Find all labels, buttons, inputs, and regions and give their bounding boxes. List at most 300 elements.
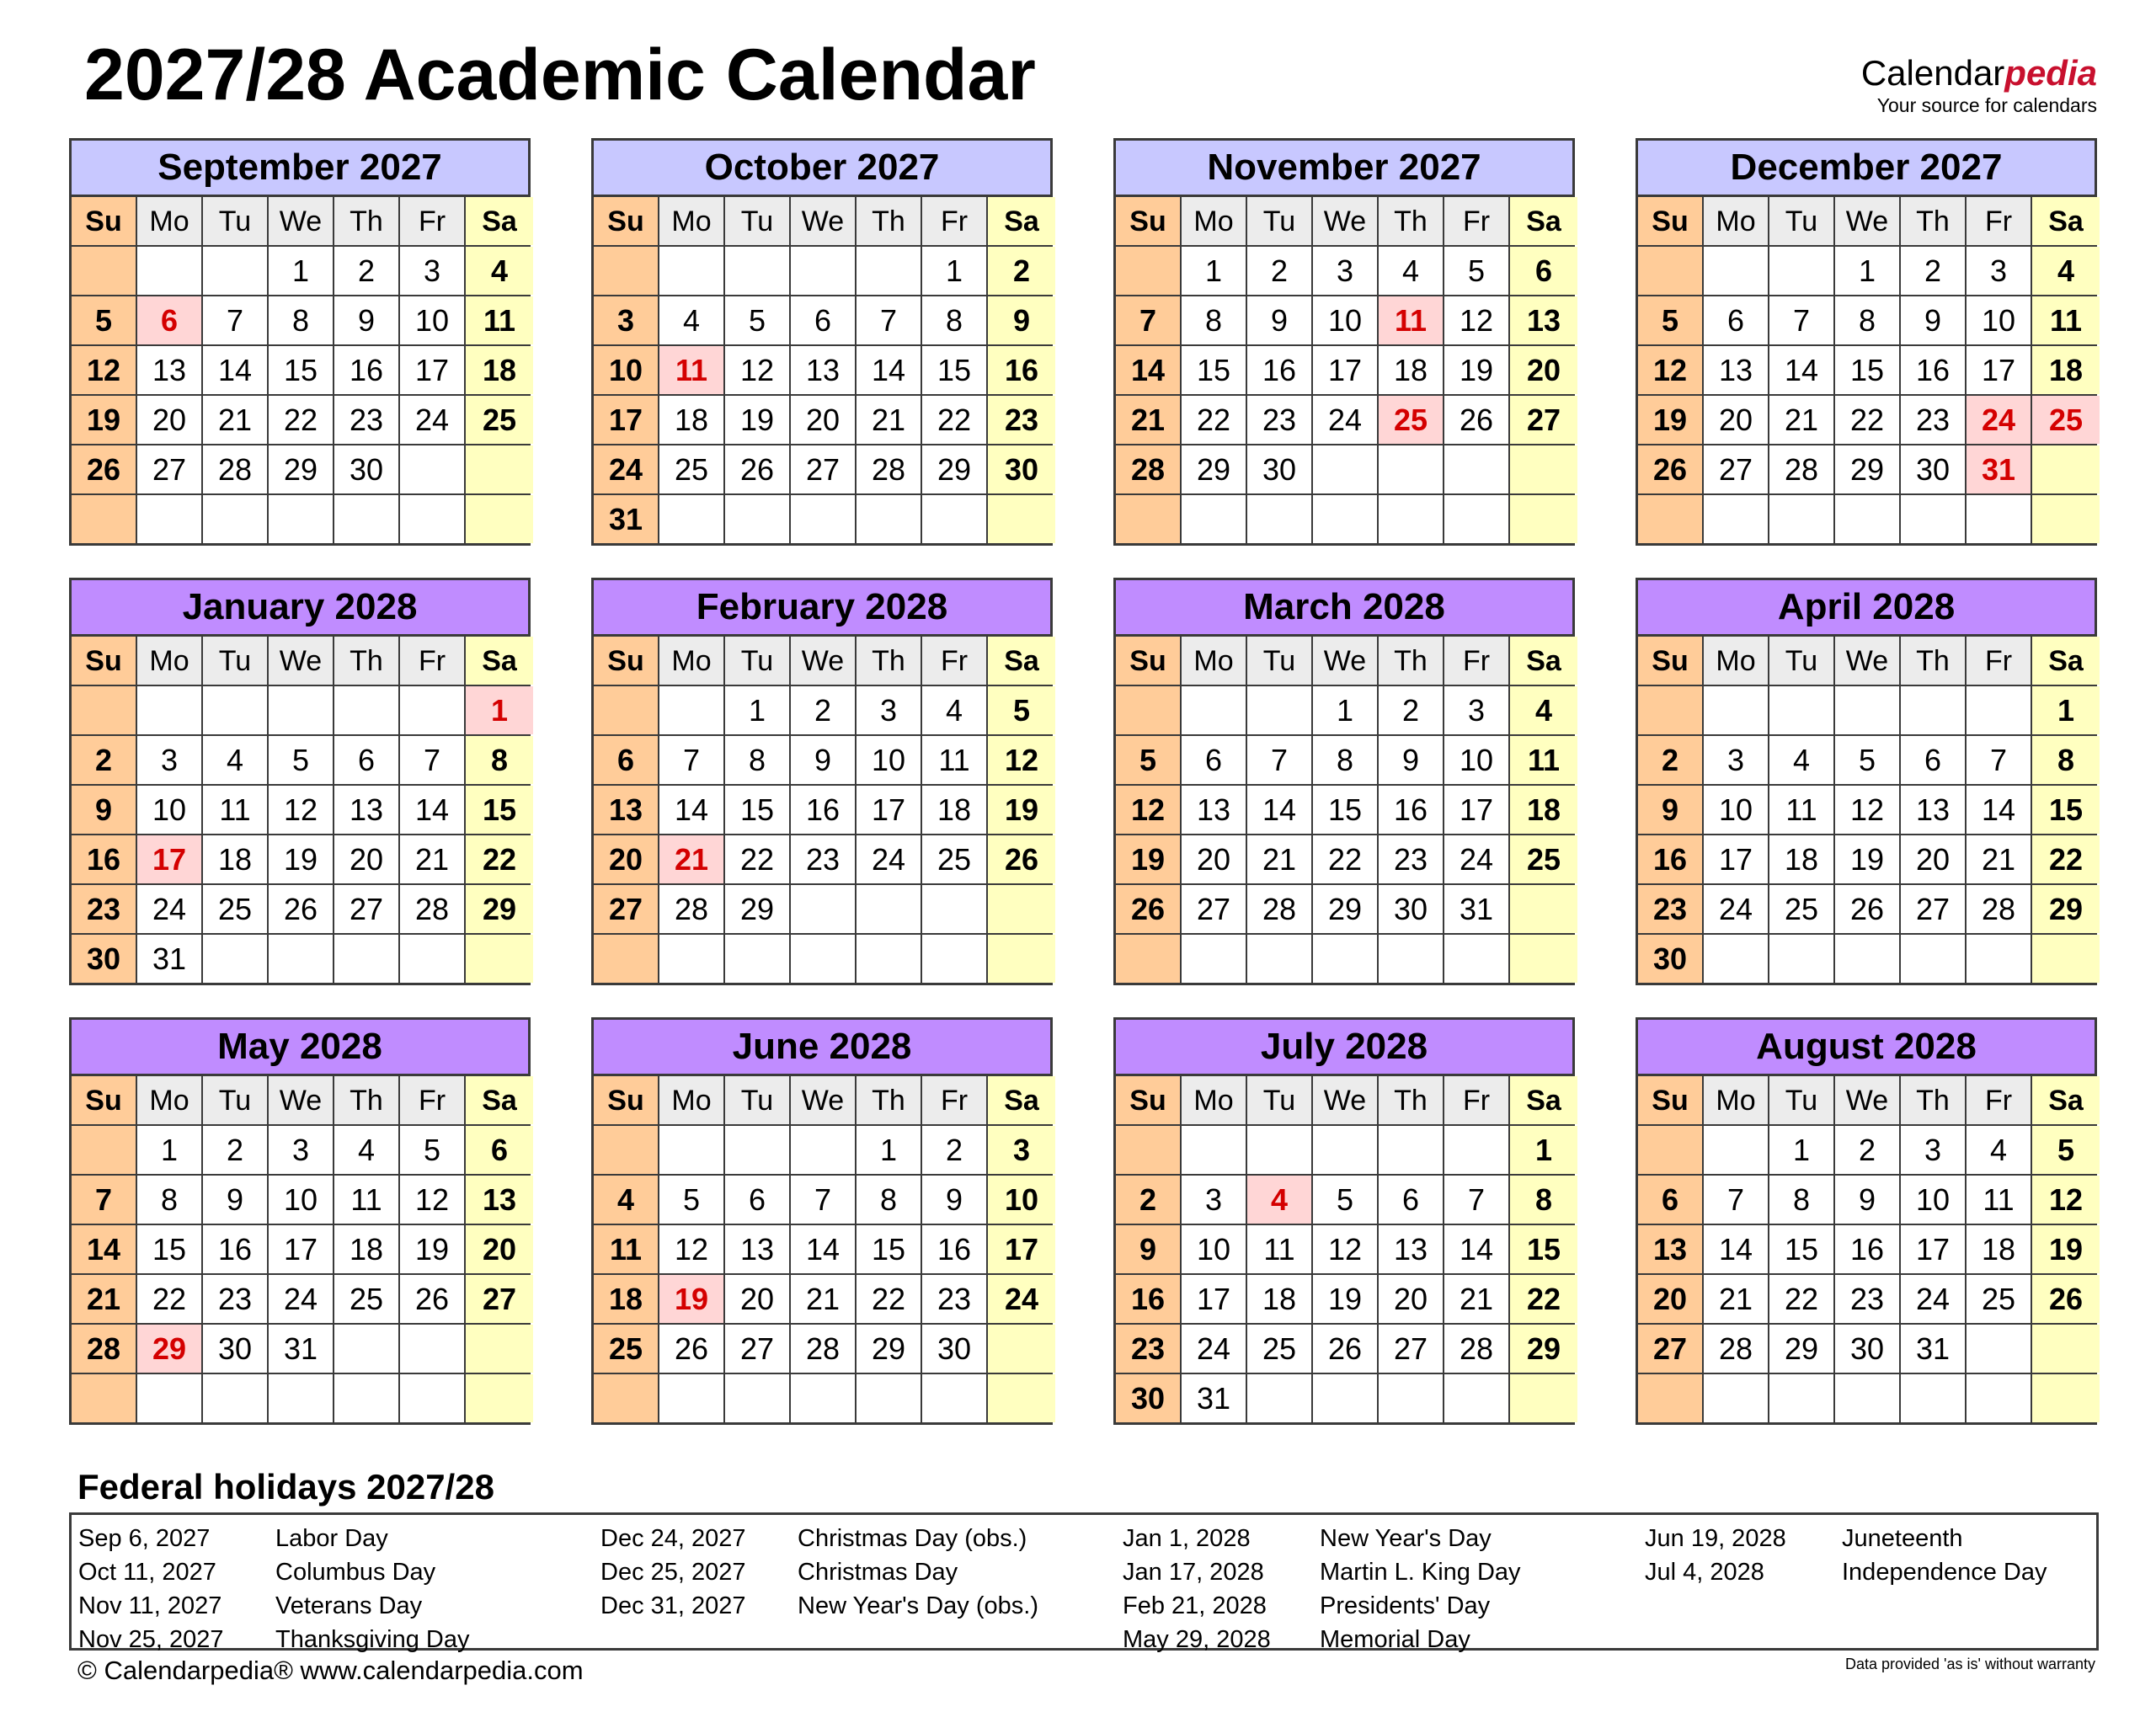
weekday-header-row bbox=[72, 637, 528, 686]
day-cell: 6 bbox=[1704, 296, 1769, 344]
day-cell: 14 bbox=[857, 346, 922, 394]
day-cell: 18 bbox=[594, 1275, 659, 1323]
day-cell: 22 bbox=[1182, 396, 1247, 444]
empty-day-cell bbox=[334, 935, 400, 983]
day-cell: 9 bbox=[1638, 786, 1704, 834]
day-cell: 13 bbox=[791, 346, 857, 394]
empty-day-cell bbox=[1379, 495, 1444, 543]
day-cell: 3 bbox=[1313, 247, 1379, 295]
weekday-label: Tu bbox=[1247, 1076, 1313, 1124]
day-cell: 19 bbox=[1835, 835, 1901, 883]
day-cell: 17 bbox=[269, 1225, 334, 1273]
day-cell: 13 bbox=[1182, 786, 1247, 834]
day-cell: 19 bbox=[725, 396, 791, 444]
day-cell: 21 bbox=[203, 396, 269, 444]
day-cell: 8 bbox=[1182, 296, 1247, 344]
day-cell: 5 bbox=[659, 1176, 725, 1224]
empty-day-cell bbox=[2032, 445, 2100, 493]
holiday-entry bbox=[1123, 1623, 1521, 1656]
week-row bbox=[1116, 736, 1572, 786]
day-cell: 19 bbox=[1638, 396, 1704, 444]
day-cell: 17 bbox=[400, 346, 466, 394]
month-calendar bbox=[1636, 578, 2097, 985]
day-cell: 19 bbox=[400, 1225, 466, 1273]
day-cell: 15 bbox=[857, 1225, 922, 1273]
holiday-name: New Year's Day (obs.) bbox=[798, 1592, 1038, 1619]
week-row bbox=[1116, 686, 1572, 736]
day-cell: 29 bbox=[857, 1325, 922, 1373]
empty-day-cell bbox=[2032, 495, 2100, 543]
empty-day-cell bbox=[725, 1374, 791, 1422]
day-cell: 24 bbox=[269, 1275, 334, 1323]
day-cell: 20 bbox=[1901, 835, 1967, 883]
month-calendar bbox=[591, 578, 1053, 985]
day-cell: 25 bbox=[1510, 835, 1577, 883]
day-cell: 10 bbox=[594, 346, 659, 394]
weekday-label: Tu bbox=[203, 1076, 269, 1124]
empty-day-cell bbox=[988, 1325, 1055, 1373]
weekday-label: Fr bbox=[400, 197, 466, 245]
day-cell: 2 bbox=[1379, 686, 1444, 734]
weekday-label: Th bbox=[857, 637, 922, 685]
day-cell: 14 bbox=[1444, 1225, 1510, 1273]
week-row bbox=[594, 296, 1050, 346]
day-cell: 21 bbox=[1769, 396, 1835, 444]
week-row bbox=[1638, 885, 2095, 935]
month-title: July 2028 bbox=[1116, 1020, 1572, 1076]
empty-day-cell bbox=[400, 1325, 466, 1373]
day-cell: 25 bbox=[466, 396, 533, 444]
week-row bbox=[1638, 396, 2095, 445]
month-title: April 2028 bbox=[1638, 580, 2095, 637]
day-cell: 18 bbox=[2032, 346, 2100, 394]
day-cell: 11 bbox=[1379, 296, 1444, 344]
holiday-column bbox=[78, 1522, 470, 1656]
empty-day-cell bbox=[1182, 935, 1247, 983]
week-row bbox=[594, 1126, 1050, 1176]
day-cell: 14 bbox=[1116, 346, 1182, 394]
weekday-header-row bbox=[1638, 637, 2095, 686]
day-cell: 14 bbox=[659, 786, 725, 834]
brand-logo[interactable] bbox=[1860, 53, 2097, 117]
day-cell: 8 bbox=[1769, 1176, 1835, 1224]
empty-day-cell bbox=[2032, 935, 2100, 983]
week-row bbox=[1116, 445, 1572, 495]
day-cell: 28 bbox=[203, 445, 269, 493]
weekday-label: We bbox=[791, 197, 857, 245]
empty-day-cell bbox=[791, 247, 857, 295]
empty-day-cell bbox=[1967, 1325, 2032, 1373]
day-cell: 24 bbox=[1444, 835, 1510, 883]
week-row bbox=[1638, 736, 2095, 786]
week-row bbox=[72, 885, 528, 935]
weekday-label: Su bbox=[1638, 637, 1704, 685]
day-cell: 26 bbox=[988, 835, 1055, 883]
day-cell: 19 bbox=[659, 1275, 725, 1323]
day-cell: 6 bbox=[594, 736, 659, 784]
weekday-label: Th bbox=[1901, 637, 1967, 685]
week-row bbox=[1116, 495, 1572, 543]
week-row bbox=[594, 247, 1050, 296]
week-row bbox=[1116, 1325, 1572, 1374]
weekday-label: Su bbox=[1116, 1076, 1182, 1124]
day-cell: 21 bbox=[791, 1275, 857, 1323]
day-cell: 6 bbox=[1379, 1176, 1444, 1224]
day-cell: 13 bbox=[725, 1225, 791, 1273]
day-cell: 27 bbox=[791, 445, 857, 493]
empty-day-cell bbox=[1704, 686, 1769, 734]
weekday-label: Fr bbox=[1444, 637, 1510, 685]
week-row bbox=[72, 1325, 528, 1374]
empty-day-cell bbox=[269, 495, 334, 543]
weekday-label: We bbox=[269, 1076, 334, 1124]
day-cell: 18 bbox=[466, 346, 533, 394]
day-cell: 14 bbox=[1247, 786, 1313, 834]
day-cell: 21 bbox=[659, 835, 725, 883]
day-cell: 16 bbox=[72, 835, 137, 883]
empty-day-cell bbox=[466, 1325, 533, 1373]
weekday-label: Fr bbox=[922, 637, 988, 685]
weekday-label: Mo bbox=[137, 637, 203, 685]
empty-day-cell bbox=[203, 935, 269, 983]
empty-day-cell bbox=[466, 495, 533, 543]
empty-day-cell bbox=[922, 1374, 988, 1422]
empty-day-cell bbox=[1116, 495, 1182, 543]
day-cell: 20 bbox=[1379, 1275, 1444, 1323]
weekday-header-row bbox=[594, 637, 1050, 686]
day-cell: 15 bbox=[466, 786, 533, 834]
day-cell: 29 bbox=[1769, 1325, 1835, 1373]
day-cell: 15 bbox=[137, 1225, 203, 1273]
day-cell: 15 bbox=[1510, 1225, 1577, 1273]
day-cell: 1 bbox=[1769, 1126, 1835, 1174]
empty-day-cell bbox=[659, 1374, 725, 1422]
weekday-label: Tu bbox=[1769, 637, 1835, 685]
holiday-date: Oct 11, 2027 bbox=[78, 1558, 216, 1586]
day-cell: 7 bbox=[72, 1176, 137, 1224]
day-cell: 11 bbox=[2032, 296, 2100, 344]
weekday-label: Th bbox=[334, 1076, 400, 1124]
day-cell: 17 bbox=[857, 786, 922, 834]
holiday-entry bbox=[1123, 1589, 1521, 1623]
empty-day-cell bbox=[791, 1374, 857, 1422]
week-row bbox=[1116, 885, 1572, 935]
day-cell: 3 bbox=[400, 247, 466, 295]
day-cell: 29 bbox=[1313, 885, 1379, 933]
empty-day-cell bbox=[791, 885, 857, 933]
weekday-label: Sa bbox=[466, 1076, 533, 1124]
week-row bbox=[72, 1176, 528, 1225]
empty-day-cell bbox=[1444, 445, 1510, 493]
day-cell: 5 bbox=[1444, 247, 1510, 295]
week-row bbox=[1638, 786, 2095, 835]
week-row bbox=[594, 1176, 1050, 1225]
day-cell: 4 bbox=[1247, 1176, 1313, 1224]
empty-day-cell bbox=[594, 686, 659, 734]
page-title: 2027/28 Academic Calendar bbox=[84, 35, 1036, 115]
empty-day-cell bbox=[1638, 1126, 1704, 1174]
week-row bbox=[1638, 1126, 2095, 1176]
day-cell: 15 bbox=[1182, 346, 1247, 394]
day-cell: 26 bbox=[1116, 885, 1182, 933]
week-row bbox=[72, 835, 528, 885]
day-cell: 28 bbox=[72, 1325, 137, 1373]
week-row bbox=[72, 686, 528, 736]
weekday-label: Tu bbox=[725, 197, 791, 245]
weekday-label: Su bbox=[72, 637, 137, 685]
week-row bbox=[72, 1374, 528, 1422]
day-cell: 25 bbox=[594, 1325, 659, 1373]
day-cell: 2 bbox=[922, 1126, 988, 1174]
day-cell: 23 bbox=[1379, 835, 1444, 883]
day-cell: 10 bbox=[137, 786, 203, 834]
week-row bbox=[1116, 247, 1572, 296]
holiday-name: Independence Day bbox=[1842, 1558, 2047, 1586]
holiday-name: Juneteenth bbox=[1842, 1524, 1963, 1552]
empty-day-cell bbox=[1379, 445, 1444, 493]
day-cell: 7 bbox=[1444, 1176, 1510, 1224]
day-cell: 3 bbox=[1444, 686, 1510, 734]
day-cell: 11 bbox=[1967, 1176, 2032, 1224]
day-cell: 13 bbox=[1510, 296, 1577, 344]
day-cell: 14 bbox=[791, 1225, 857, 1273]
empty-day-cell bbox=[791, 1126, 857, 1174]
month-title: August 2028 bbox=[1638, 1020, 2095, 1076]
day-cell: 21 bbox=[1247, 835, 1313, 883]
day-cell: 1 bbox=[922, 247, 988, 295]
day-cell: 23 bbox=[1835, 1275, 1901, 1323]
empty-day-cell bbox=[1835, 935, 1901, 983]
empty-day-cell bbox=[1704, 935, 1769, 983]
empty-day-cell bbox=[1835, 686, 1901, 734]
day-cell: 17 bbox=[1967, 346, 2032, 394]
weekday-label: Mo bbox=[137, 197, 203, 245]
day-cell: 25 bbox=[1247, 1325, 1313, 1373]
day-cell: 22 bbox=[1769, 1275, 1835, 1323]
day-cell: 5 bbox=[72, 296, 137, 344]
weekday-label: Th bbox=[334, 637, 400, 685]
empty-day-cell bbox=[1444, 1126, 1510, 1174]
day-cell: 22 bbox=[2032, 835, 2100, 883]
holiday-name: Christmas Day (obs.) bbox=[798, 1524, 1027, 1552]
empty-day-cell bbox=[1835, 495, 1901, 543]
weekday-label: Tu bbox=[1769, 1076, 1835, 1124]
day-cell: 18 bbox=[1379, 346, 1444, 394]
day-cell: 5 bbox=[400, 1126, 466, 1174]
day-cell: 10 bbox=[857, 736, 922, 784]
day-cell: 7 bbox=[1247, 736, 1313, 784]
holiday-date: Nov 11, 2027 bbox=[78, 1592, 222, 1619]
day-cell: 28 bbox=[1769, 445, 1835, 493]
day-cell: 27 bbox=[1510, 396, 1577, 444]
day-cell: 23 bbox=[1638, 885, 1704, 933]
day-cell: 26 bbox=[269, 885, 334, 933]
day-cell: 2 bbox=[1116, 1176, 1182, 1224]
day-cell: 26 bbox=[72, 445, 137, 493]
empty-day-cell bbox=[72, 1374, 137, 1422]
day-cell: 1 bbox=[1510, 1126, 1577, 1174]
holiday-name: Christmas Day bbox=[798, 1558, 958, 1586]
empty-day-cell bbox=[1313, 935, 1379, 983]
day-cell: 30 bbox=[1638, 935, 1704, 983]
day-cell: 24 bbox=[594, 445, 659, 493]
day-cell: 16 bbox=[922, 1225, 988, 1273]
day-cell: 20 bbox=[594, 835, 659, 883]
weekday-label: Su bbox=[1638, 197, 1704, 245]
day-cell: 7 bbox=[659, 736, 725, 784]
day-cell: 21 bbox=[857, 396, 922, 444]
week-row bbox=[594, 935, 1050, 983]
weekday-label: Su bbox=[1116, 197, 1182, 245]
holiday-date: Jun 19, 2028 bbox=[1645, 1524, 1786, 1552]
day-cell: 8 bbox=[1835, 296, 1901, 344]
week-row bbox=[72, 736, 528, 786]
day-cell: 2 bbox=[1247, 247, 1313, 295]
day-cell: 25 bbox=[1379, 396, 1444, 444]
day-cell: 23 bbox=[988, 396, 1055, 444]
weekday-label: Su bbox=[594, 197, 659, 245]
week-row bbox=[72, 1126, 528, 1176]
day-cell: 3 bbox=[137, 736, 203, 784]
week-row bbox=[72, 1225, 528, 1275]
weekday-label: Mo bbox=[1182, 637, 1247, 685]
empty-day-cell bbox=[1247, 495, 1313, 543]
weekday-label: Fr bbox=[1444, 1076, 1510, 1124]
empty-day-cell bbox=[1901, 495, 1967, 543]
day-cell: 3 bbox=[594, 296, 659, 344]
holiday-entry bbox=[600, 1522, 1038, 1555]
empty-day-cell bbox=[72, 686, 137, 734]
weekday-label: Su bbox=[1116, 637, 1182, 685]
day-cell: 25 bbox=[659, 445, 725, 493]
day-cell: 15 bbox=[269, 346, 334, 394]
holiday-entry bbox=[78, 1623, 470, 1656]
day-cell: 3 bbox=[988, 1126, 1055, 1174]
day-cell: 13 bbox=[137, 346, 203, 394]
day-cell: 7 bbox=[1704, 1176, 1769, 1224]
holiday-entry bbox=[1645, 1522, 2047, 1555]
weekday-label: Tu bbox=[203, 197, 269, 245]
empty-day-cell bbox=[400, 495, 466, 543]
weekday-label: Th bbox=[1901, 197, 1967, 245]
empty-day-cell bbox=[400, 686, 466, 734]
day-cell: 24 bbox=[1704, 885, 1769, 933]
day-cell: 16 bbox=[1638, 835, 1704, 883]
day-cell: 6 bbox=[1901, 736, 1967, 784]
holiday-date: Jan 1, 2028 bbox=[1123, 1524, 1251, 1552]
day-cell: 7 bbox=[857, 296, 922, 344]
month-title: February 2028 bbox=[594, 580, 1050, 637]
day-cell: 4 bbox=[334, 1126, 400, 1174]
empty-day-cell bbox=[1901, 1374, 1967, 1422]
day-cell: 17 bbox=[1182, 1275, 1247, 1323]
day-cell: 16 bbox=[988, 346, 1055, 394]
week-row bbox=[1638, 1176, 2095, 1225]
month-calendar bbox=[69, 578, 531, 985]
weekday-label: Sa bbox=[2032, 1076, 2100, 1124]
empty-day-cell bbox=[1313, 495, 1379, 543]
weekday-label: Sa bbox=[466, 637, 533, 685]
empty-day-cell bbox=[1967, 495, 2032, 543]
day-cell: 9 bbox=[72, 786, 137, 834]
empty-day-cell bbox=[1379, 935, 1444, 983]
empty-day-cell bbox=[400, 1374, 466, 1422]
empty-day-cell bbox=[857, 495, 922, 543]
holiday-name: Presidents' Day bbox=[1320, 1592, 1491, 1619]
day-cell: 9 bbox=[1247, 296, 1313, 344]
day-cell: 5 bbox=[2032, 1126, 2100, 1174]
day-cell: 9 bbox=[334, 296, 400, 344]
empty-day-cell bbox=[400, 935, 466, 983]
day-cell: 1 bbox=[1835, 247, 1901, 295]
day-cell: 2 bbox=[72, 736, 137, 784]
weekday-label: Fr bbox=[1967, 637, 2032, 685]
weekday-label: Sa bbox=[988, 197, 1055, 245]
day-cell: 8 bbox=[269, 296, 334, 344]
week-row bbox=[72, 1275, 528, 1325]
month-title: December 2027 bbox=[1638, 141, 2095, 197]
day-cell: 5 bbox=[1835, 736, 1901, 784]
day-cell: 2 bbox=[1638, 736, 1704, 784]
day-cell: 1 bbox=[269, 247, 334, 295]
day-cell: 6 bbox=[725, 1176, 791, 1224]
weekday-label: Fr bbox=[1967, 1076, 2032, 1124]
empty-day-cell bbox=[137, 686, 203, 734]
day-cell: 16 bbox=[203, 1225, 269, 1273]
empty-day-cell bbox=[659, 495, 725, 543]
day-cell: 15 bbox=[1835, 346, 1901, 394]
day-cell: 17 bbox=[594, 396, 659, 444]
day-cell: 30 bbox=[922, 1325, 988, 1373]
day-cell: 19 bbox=[2032, 1225, 2100, 1273]
weekday-label: Sa bbox=[1510, 637, 1577, 685]
day-cell: 15 bbox=[922, 346, 988, 394]
day-cell: 31 bbox=[1444, 885, 1510, 933]
day-cell: 31 bbox=[594, 495, 659, 543]
weekday-label: Fr bbox=[1444, 197, 1510, 245]
empty-day-cell bbox=[269, 935, 334, 983]
day-cell: 10 bbox=[1444, 736, 1510, 784]
holiday-date: Sep 6, 2027 bbox=[78, 1524, 211, 1552]
day-cell: 11 bbox=[659, 346, 725, 394]
day-cell: 12 bbox=[400, 1176, 466, 1224]
day-cell: 12 bbox=[2032, 1176, 2100, 1224]
day-cell: 9 bbox=[791, 736, 857, 784]
day-cell: 24 bbox=[400, 396, 466, 444]
empty-day-cell bbox=[269, 686, 334, 734]
day-cell: 8 bbox=[137, 1176, 203, 1224]
holiday-date: Jan 17, 2028 bbox=[1123, 1558, 1264, 1586]
week-row bbox=[1116, 786, 1572, 835]
weekday-label: We bbox=[1313, 1076, 1379, 1124]
day-cell: 20 bbox=[1704, 396, 1769, 444]
weekday-label: Th bbox=[1379, 637, 1444, 685]
day-cell: 13 bbox=[1704, 346, 1769, 394]
weekday-label: Su bbox=[594, 1076, 659, 1124]
day-cell: 3 bbox=[1704, 736, 1769, 784]
day-cell: 3 bbox=[857, 686, 922, 734]
day-cell: 10 bbox=[1901, 1176, 1967, 1224]
empty-day-cell bbox=[1704, 1374, 1769, 1422]
week-row bbox=[594, 786, 1050, 835]
day-cell: 28 bbox=[1247, 885, 1313, 933]
day-cell: 18 bbox=[922, 786, 988, 834]
day-cell: 21 bbox=[72, 1275, 137, 1323]
day-cell: 21 bbox=[1444, 1275, 1510, 1323]
week-row bbox=[594, 396, 1050, 445]
week-row bbox=[1638, 1225, 2095, 1275]
empty-day-cell bbox=[791, 935, 857, 983]
